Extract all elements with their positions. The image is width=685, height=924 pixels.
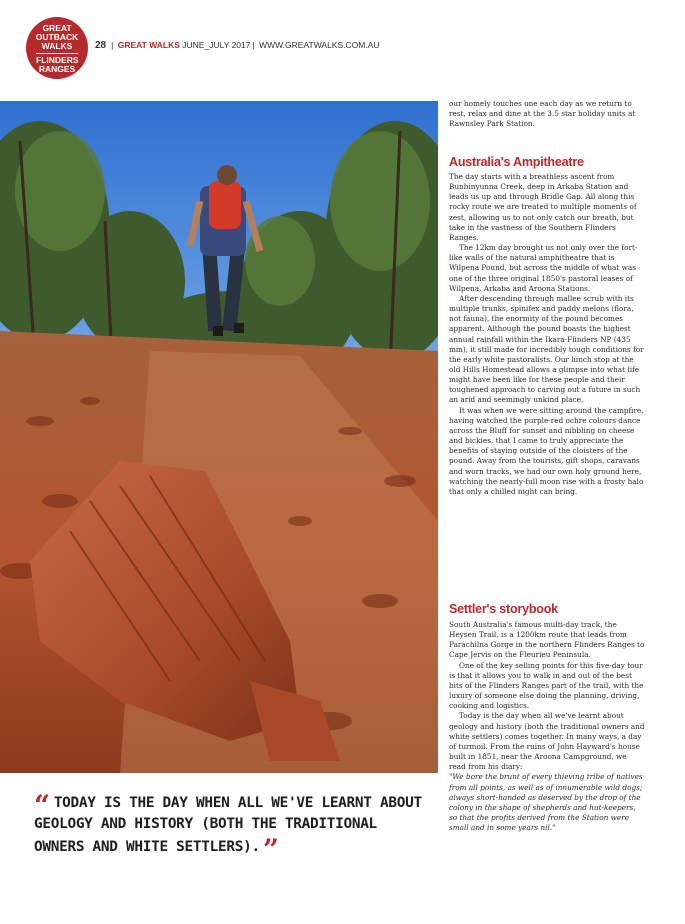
open-quote-mark: “ (34, 789, 50, 822)
page-number: 28 (95, 40, 107, 51)
hiker-trail-photo (0, 101, 438, 773)
intro-paragraph: our homely touches one each day as we return to rest, relax and dine at the 3.5 star holiday units at Rawnsley Park Station. (449, 99, 636, 129)
diary-quote: "We bore the brunt of every thieving tribe of natives from all points, as well as of innumerable wild dogs; always short-handed as deserved by the drop of the colony in the shape of shepherds and hut-keepers, so that the profits derived from the Station were small and in some years nil." (449, 772, 643, 833)
red-backpack (209, 181, 241, 229)
section-heading-storybook: Settler's storybook (449, 602, 558, 616)
series-badge (26, 17, 88, 79)
photo-illustration (0, 101, 438, 773)
section1-body (449, 172, 645, 497)
folio-separator: | (111, 40, 114, 50)
page-folio (95, 40, 380, 51)
pull-quote (34, 789, 434, 866)
badge-upper-line-3: WALKS (41, 41, 73, 51)
pull-quote-text: TODAY IS THE DAY WHEN ALL WE'VE LEARNT ABOUT GEOLOGY AND HISTORY (BOTH THE TRADITIONAL OWNERS AND WHITE SETTLERS). (34, 795, 422, 855)
badge-lower-line-2: RANGES (38, 64, 76, 74)
badge-lower (36, 53, 78, 74)
section1-paragraph-1: The day starts with a breathless ascent from Bunbinyunna Creek, deep in Arkaba Station and leads us up and through Bridle Gap. All along this rocky route we are treated to multiple moments of zest, allowing us to not only catch our breath, but take in the vastness of the Southern Flinders Ranges. (449, 172, 637, 242)
badge-upper-line-1: GREAT (42, 23, 72, 33)
section2-paragraph-3: Today is the day when all we've learnt about geology and history (both the traditional owners and white settlers) comes together. In many ways, a day of turmoil. From the ruins of John Hayward's house built in 1851, near the Aroona Campground, we read from his diary: (449, 711, 645, 772)
section1-paragraph-2: The 12km day brought us not only over the fort-like walls of the natural amphitheatre that is Wilpena Pound, but across the middle of what was one of the three original 1850's pastoral leases of Wilpena, Arkaba and Aroona Stations. (449, 243, 638, 293)
website: WWW.GREATWALKS.COM.AU (259, 40, 380, 50)
badge-lower-line-1: FLINDERS (36, 55, 79, 65)
section2-paragraph-2: One of the key selling points for this five-day tour is that it allows you to walk in and out of the best bits of the Flinders Ranges part of the trail, with the luxury of someone else doing the planning, driving, cooking and logistics. (449, 660, 644, 711)
folio-separator-2: | (252, 40, 255, 50)
section2-body (449, 620, 645, 833)
column-intro (449, 99, 645, 129)
badge-upper-line-2: OUTBACK (35, 32, 79, 42)
section1-paragraph-4: It was when we were sitting around the campfire, having watched the purple-red ochre colours dance across the Bluff for sunset and nibbling on cheese and bickies, that I came to truly appreciate the benefits of staying outside of the cloisters of the pound. Away from the tourists, gift shops, caravans and worn tracks, we had our own holy ground here, watching the nearly-full moon rise with a frosty halo that only a chilled night can bring. (449, 405, 644, 496)
section2-paragraph-1: South Australia's famous multi-day track, the Heysen Trail, is a 1200km route that leads from Parachilna Gorge in the northern Flinders Ranges to Cape Jervis on the Fleurieu Peninsula. (449, 620, 645, 660)
magazine-name: GREAT WALKS (117, 40, 180, 50)
section-heading-amphitheatre: Australia's Ampitheatre (449, 155, 584, 169)
close-quote-mark: ” (262, 833, 279, 866)
issue-date: JUNE_JULY 2017 (182, 40, 251, 50)
section1-paragraph-3: After descending through mallee scrub with its multiple trunks, spinifex and paddy melons (flora, not fauna), the enormity of the pound becomes apparent. Although the pound boasts the highest annual rainfall within the Ikara-Flinders NP (435 mm), it still made for incredibly tough conditions for the early white pastoralists. Our lunch stop at the old Hills Homestead allows a glimpse into what life might have been like for these people and their toughened approach to carving out a future in such an arid and seemingly unkind place. (449, 293, 644, 405)
